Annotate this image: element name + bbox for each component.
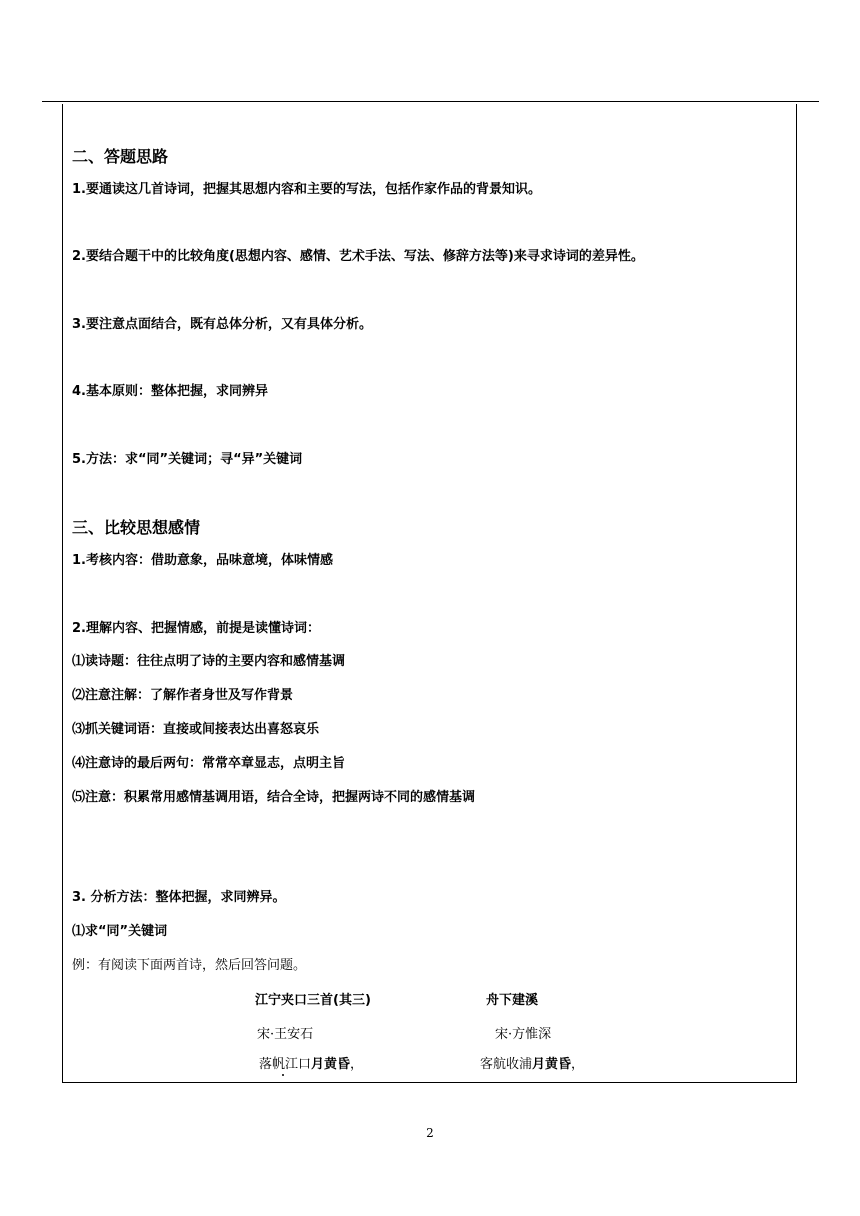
list-item: 4.基本原则：整体把握，求同辨异 bbox=[72, 384, 268, 399]
poem-title: 江宁夹口三首(其三) bbox=[255, 993, 371, 1008]
poem-author: 宋·方惟深 bbox=[495, 1027, 552, 1042]
poem-title: 舟下建溪 bbox=[486, 993, 539, 1008]
poem-line-emphasis: 月黄昏 bbox=[311, 1057, 351, 1072]
list-item: 3. 分析方法：整体把握，求同辨异。 bbox=[72, 890, 286, 905]
poem-author: 宋·王安石 bbox=[257, 1027, 314, 1042]
poem-line bbox=[259, 1057, 363, 1073]
list-item: 3.要注意点面结合，既有总体分析，又有具体分析。 bbox=[72, 317, 372, 332]
poem-line-emphasis: 月黄昏 bbox=[532, 1057, 572, 1072]
section-heading-2: 二、答题思路 bbox=[72, 147, 169, 166]
sub-list-item: ⑴求“同”关键词 bbox=[72, 924, 168, 939]
sub-list-item: ⑵注意注解：了解作者身世及写作背景 bbox=[72, 688, 294, 703]
emphasis-dot bbox=[282, 1074, 284, 1076]
list-item: 1.考核内容：借助意象，品味意境，体味情感 bbox=[72, 553, 333, 568]
poem-line-text: 落帆江口 bbox=[259, 1057, 312, 1072]
poem-line bbox=[480, 1057, 584, 1073]
list-item: 2.理解内容、把握情感，前提是读懂诗词： bbox=[72, 621, 320, 636]
example-intro: 例：有阅读下面两首诗，然后回答问题。 bbox=[72, 958, 307, 973]
sub-list-item: ⑷注意诗的最后两句：常常卒章显志，点明主旨 bbox=[72, 756, 346, 771]
header-rule bbox=[42, 101, 819, 102]
list-item: 1.要通读这几首诗词，把握其思想内容和主要的写法，包括作家作品的背景知识。 bbox=[72, 182, 541, 197]
sub-list-item: ⑸注意：积累常用感情基调用语，结合全诗，把握两诗不同的感情基调 bbox=[72, 790, 476, 805]
poem-line-punct: ， bbox=[350, 1057, 364, 1072]
poem-line-text: 客航收浦 bbox=[480, 1057, 533, 1072]
poem-line-punct: ， bbox=[571, 1057, 585, 1072]
section-heading-3: 三、比较思想感情 bbox=[72, 518, 201, 537]
sub-list-item: ⑶抓关键词语：直接或间接表达出喜怒哀乐 bbox=[72, 722, 320, 737]
list-item: 5.方法：求“同”关键词；寻“异”关键词 bbox=[72, 452, 303, 467]
sub-list-item: ⑴读诗题：往往点明了诗的主要内容和感情基调 bbox=[72, 654, 346, 669]
page-number: 2 bbox=[426, 1126, 434, 1140]
list-item: 2.要结合题干中的比较角度(思想内容、感情、艺术手法、写法、修辞方法等)来寻求诗词的差异性。 bbox=[72, 249, 644, 264]
